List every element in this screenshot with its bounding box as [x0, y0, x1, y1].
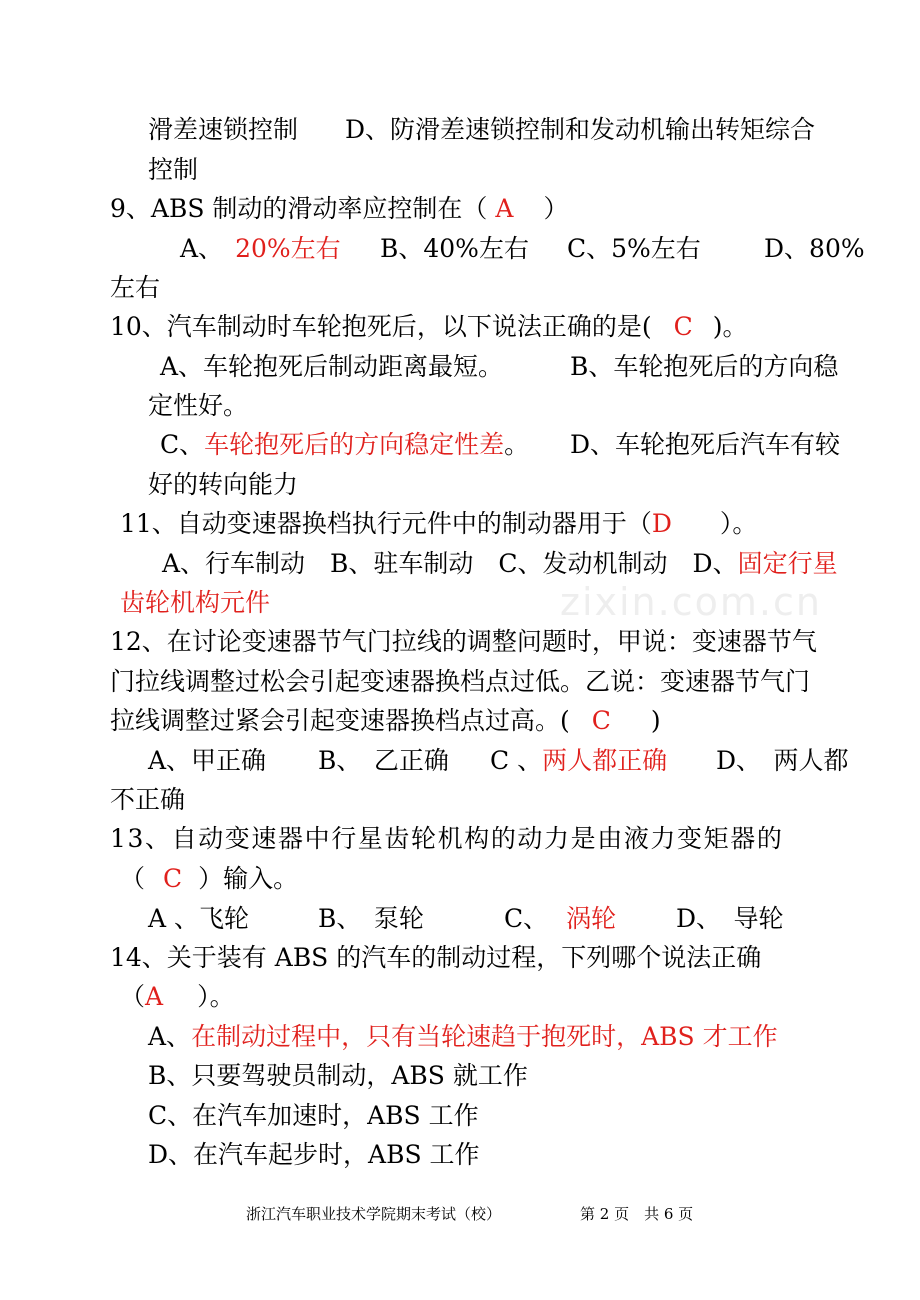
q12-option-c: C 、两人都正确 — [490, 746, 668, 775]
q12-option-b: B、 乙正确 — [318, 746, 449, 775]
q12-line-1: 12、在讨论变速器节气门拉线的调整问题时，甲说：变速器节气 — [110, 627, 817, 656]
q13-line-1: 13、自动变速器中行星齿轮机构的动力是由液力变矩器的 — [110, 824, 784, 853]
q14-option-b: B、只要驾驶员制动，ABS 就工作 — [148, 1061, 528, 1090]
q10-option-d: D、车轮抱死后汽车有较 — [570, 430, 841, 459]
q9-option-d-cont: 左右 — [110, 273, 161, 302]
q13-option-c-answer: 涡轮 — [566, 904, 617, 933]
q14-option-a-answer: 在制动过程中，只有当轮速趋于抱死时，ABS 才工作 — [191, 1022, 778, 1051]
q9-answer: A — [495, 194, 514, 223]
q9-option-c: C、5%左右 — [567, 234, 701, 263]
q10-option-a: A、车轮抱死后制动距离最短。 — [160, 352, 504, 381]
q10-answer: C — [673, 312, 693, 341]
q14-option-d: D、在汽车起步时，ABS 工作 — [148, 1140, 480, 1169]
q14-answer: A — [145, 982, 164, 1011]
q12-line-2: 门拉线调整过松会引起变速器换档点过低。乙说：变速器节气门 — [110, 667, 811, 696]
q11-options: A、行车制动 B、驻车制动 C、发动机制动 D、固定行星 — [162, 549, 838, 578]
q10-option-d-cont: 好的转向能力 — [148, 470, 299, 499]
q10-option-c-answer: 车轮抱死后的方向稳定性差 — [204, 430, 505, 459]
footer-school: 浙江汽车职业技术学院期末考试（校） — [246, 1205, 502, 1223]
q11-option-d-cont: 齿轮机构元件 — [120, 588, 271, 617]
q9-option-b: B、40%左右 — [380, 234, 529, 263]
q12-option-d: D、 两人都 — [716, 746, 849, 775]
q9-option-a-answer: 20%左右 — [235, 234, 341, 263]
watermark: zixin.com.cn — [560, 580, 822, 624]
q13-option-b: B、 泵轮 — [318, 904, 424, 933]
q9-stem: 9、ABS 制动的滑动率应控制在（ A ） — [110, 194, 569, 223]
q12-answer: C — [591, 706, 611, 735]
q12-option-c-answer: 两人都正确 — [542, 746, 668, 775]
q14-option-c: C、在汽车加速时，ABS 工作 — [148, 1101, 479, 1130]
q12-line-3: 拉线调整过紧会引起变速器换档点过高。( C ) — [110, 706, 661, 735]
q13-option-c: C、 涡轮 — [504, 904, 617, 933]
q9-option-a: A、 20%左右 — [180, 234, 341, 263]
q8-line-2: 控制 — [148, 155, 199, 184]
q8-line-1b: D、防滑差速锁控制和发动机输出转矩综合 — [345, 115, 816, 144]
q10-option-b: B、车轮抱死后的方向稳 — [570, 352, 839, 381]
q13-line-2: （ C ）输入。 — [120, 864, 299, 893]
q12-option-d-cont: 不正确 — [110, 785, 186, 814]
q11-answer: D — [651, 509, 672, 538]
q11-option-d-answer: 固定行星 — [737, 549, 838, 578]
q14-line-1: 14、关于装有 ABS 的汽车的制动过程，下列哪个说法正确 — [110, 943, 762, 972]
footer-page-number: 第 2 页 共 6 页 — [580, 1205, 694, 1223]
q11-stem: 11、自动变速器换档执行元件中的制动器用于（D ）。 — [120, 509, 758, 538]
q13-answer: C — [163, 864, 183, 893]
q13-option-a: A 、飞轮 — [148, 904, 250, 933]
q14-option-a: A、在制动过程中，只有当轮速趋于抱死时，ABS 才工作 — [148, 1022, 778, 1051]
q8-line-1a: 滑差速锁控制 — [148, 115, 299, 144]
q13-option-d: D、 导轮 — [676, 904, 784, 933]
q14-line-2: （A ）。 — [120, 982, 235, 1011]
q12-option-a: A、甲正确 — [148, 746, 267, 775]
q9-option-d: D、80% — [764, 234, 865, 263]
q10-option-c: C、车轮抱死后的方向稳定性差。 — [160, 430, 530, 459]
q10-stem: 10、汽车制动时车轮抱死后，以下说法正确的是( C )。 — [110, 312, 748, 341]
q10-option-b-cont: 定性好。 — [148, 391, 249, 420]
